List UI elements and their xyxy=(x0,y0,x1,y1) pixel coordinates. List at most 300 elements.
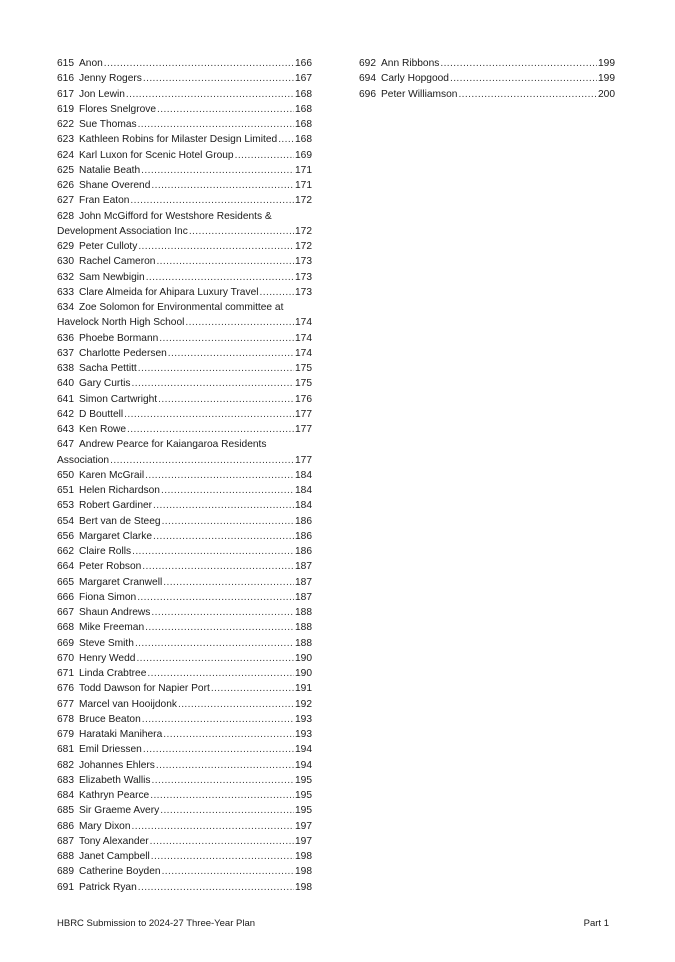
dot-leader xyxy=(152,773,294,788)
dot-leader xyxy=(458,87,597,102)
entry-page-number: 194 xyxy=(295,759,312,771)
entry-name: Claire Rolls xyxy=(79,546,132,557)
entry-number: 630 xyxy=(57,256,74,268)
entry-page-number: 174 xyxy=(295,317,312,329)
dot-leader xyxy=(132,544,294,559)
toc-entry-first-line xyxy=(57,209,312,224)
entry-number: 668 xyxy=(57,622,74,634)
entry-name: Henry Wedd xyxy=(79,652,136,664)
toc-entry xyxy=(57,712,312,727)
entry-number: 667 xyxy=(57,607,74,618)
toc-entry xyxy=(57,331,312,346)
dot-leader xyxy=(178,697,294,712)
toc-entry xyxy=(57,193,312,208)
toc-entry-line xyxy=(57,758,312,773)
dot-leader xyxy=(157,102,294,117)
toc-entry-line xyxy=(57,697,312,712)
dot-leader xyxy=(440,56,597,71)
entry-page-number: 187 xyxy=(295,561,312,573)
entry-page-number: 174 xyxy=(295,332,312,344)
entry-number: 616 xyxy=(57,73,74,85)
toc-entry-line xyxy=(57,529,312,544)
entry-number: 622 xyxy=(57,119,74,130)
entry-number: 669 xyxy=(57,637,74,649)
entry-name: Catherine Boyden xyxy=(79,866,161,878)
entry-name: Sacha Pettitt xyxy=(79,363,137,374)
entry-page-number: 168 xyxy=(295,88,312,100)
dot-leader xyxy=(110,453,294,468)
toc-entry-line xyxy=(57,239,312,254)
entry-page-number: 173 xyxy=(295,256,312,268)
toc-entry xyxy=(57,514,312,529)
toc-entry-line xyxy=(57,163,312,178)
entry-name: Margaret Cranwell xyxy=(79,576,163,588)
entry-page-number: 194 xyxy=(295,744,312,756)
entry-page-number: 177 xyxy=(295,454,312,466)
entry-page-number: 198 xyxy=(295,851,312,862)
toc-entry xyxy=(57,270,312,285)
toc-entry-line xyxy=(57,727,312,742)
dot-leader xyxy=(143,742,294,757)
entry-number: 683 xyxy=(57,774,74,786)
dot-leader xyxy=(138,239,294,254)
entry-number: 678 xyxy=(57,713,74,725)
toc-entry-first-line xyxy=(57,300,312,315)
entry-page-number: 184 xyxy=(295,500,312,512)
entry-number: 662 xyxy=(57,546,74,557)
toc-entry xyxy=(359,87,615,102)
entry-number: 691 xyxy=(57,881,74,893)
toc-entry xyxy=(57,742,312,757)
entry-page-number: 168 xyxy=(295,103,312,115)
dot-leader xyxy=(156,254,294,269)
toc-entry-line xyxy=(57,819,312,834)
entry-page-number: 190 xyxy=(295,668,312,679)
entry-number: 696 xyxy=(359,88,376,100)
dot-leader xyxy=(135,636,294,651)
dot-leader xyxy=(153,498,294,513)
dot-leader xyxy=(151,849,294,864)
toc-entry xyxy=(57,148,312,163)
toc-entry-line xyxy=(57,651,312,666)
entry-page-number: 175 xyxy=(295,378,312,390)
toc-entry-line xyxy=(57,453,312,468)
entry-name: Todd Dawson for Napier Port xyxy=(79,683,210,695)
entry-name: Robert Gardiner xyxy=(79,500,153,512)
toc-entry xyxy=(57,880,312,895)
toc-entry xyxy=(57,636,312,651)
dot-leader xyxy=(132,819,294,834)
footer-part-label: Part 1 xyxy=(583,918,609,929)
dot-leader xyxy=(151,605,294,620)
entry-page-number: 197 xyxy=(295,835,312,847)
toc-entry-line xyxy=(57,376,312,391)
toc-entry-line xyxy=(57,270,312,285)
entry-name: Anon xyxy=(79,58,103,69)
footer-document-title: HBRC Submission to 2024-27 Three-Year Plan xyxy=(57,918,256,929)
dot-leader xyxy=(162,514,294,529)
entry-name-continued: Association xyxy=(57,454,110,466)
entry-name: Bruce Beaton xyxy=(79,713,141,725)
entry-number: 633 xyxy=(57,286,74,298)
entry-number: 682 xyxy=(57,759,74,771)
toc-entry xyxy=(57,819,312,834)
entry-number: 679 xyxy=(57,729,74,740)
entry-name: Tony Alexander xyxy=(79,835,149,847)
toc-entry-line xyxy=(359,56,615,71)
entry-page-number: 171 xyxy=(295,164,312,176)
dot-leader xyxy=(145,468,294,483)
entry-page-number: 184 xyxy=(295,485,312,496)
toc-entry xyxy=(57,666,312,681)
toc-entry-line xyxy=(57,117,312,132)
dot-leader xyxy=(142,559,294,574)
entry-page-number: 188 xyxy=(295,622,312,634)
entry-page-number: 195 xyxy=(295,805,312,817)
toc-entry xyxy=(57,544,312,559)
dot-leader xyxy=(132,376,294,391)
entry-name: Steve Smith xyxy=(79,637,134,649)
entry-name: Ken Rowe xyxy=(79,424,127,435)
entry-page-number: 198 xyxy=(295,881,312,893)
toc-entry xyxy=(57,758,312,773)
entry-name: Mike Freeman xyxy=(79,622,145,634)
entry-page-number: 171 xyxy=(295,180,312,191)
entry-number: 623 xyxy=(57,134,74,146)
entry-name: Natalie Beath xyxy=(79,164,141,176)
dot-leader xyxy=(161,483,294,498)
dot-leader xyxy=(450,71,597,86)
entry-number: 624 xyxy=(57,149,74,161)
entry-number: 638 xyxy=(57,363,74,374)
toc-entry-line xyxy=(57,285,312,300)
entry-name: Margaret Clarke xyxy=(79,530,153,542)
entry-page-number: 168 xyxy=(295,134,312,146)
entry-number: 665 xyxy=(57,576,74,588)
entry-page-number: 187 xyxy=(295,591,312,603)
entry-number: 677 xyxy=(57,698,74,710)
entry-page-number: 187 xyxy=(295,576,312,588)
entry-number: 676 xyxy=(57,683,74,695)
toc-entry xyxy=(57,651,312,666)
toc-entry xyxy=(57,834,312,849)
toc-entry-line xyxy=(57,666,312,681)
entry-name: Ann Ribbons xyxy=(381,58,440,69)
dot-leader xyxy=(160,803,294,818)
entry-name: Flores Snelgrove xyxy=(79,103,157,115)
dot-leader xyxy=(104,56,294,71)
toc-entry xyxy=(57,163,312,178)
entry-page-number: 173 xyxy=(295,271,312,283)
entry-name: Sue Thomas xyxy=(79,119,137,130)
entry-page-number: 176 xyxy=(295,393,312,405)
toc-entry xyxy=(57,392,312,407)
entry-name: Jenny Rogers xyxy=(79,73,142,85)
toc-entry xyxy=(57,529,312,544)
entry-name: Kathryn Pearce xyxy=(79,790,150,801)
dot-leader xyxy=(278,132,294,147)
toc-entry xyxy=(57,864,312,879)
entry-page-number: 177 xyxy=(295,408,312,420)
entry-name: Bert van de Steeg xyxy=(79,515,161,527)
toc-entry xyxy=(57,56,312,71)
toc-entry xyxy=(57,727,312,742)
toc-entry-line xyxy=(57,575,312,590)
entry-number: 664 xyxy=(57,561,74,573)
dot-leader xyxy=(138,880,294,895)
dot-leader xyxy=(235,148,294,163)
entry-name: Elizabeth Wallis xyxy=(79,774,151,786)
entry-name: Marcel van Hooijdonk xyxy=(79,698,177,710)
entry-number: 685 xyxy=(57,805,74,817)
dot-leader xyxy=(147,666,294,681)
entry-number: 647 xyxy=(57,439,74,451)
entry-number: 643 xyxy=(57,424,74,435)
dot-leader xyxy=(127,422,294,437)
toc-entry-line xyxy=(57,620,312,635)
entry-name: Clare Almeida for Ahipara Luxury Travel xyxy=(79,286,259,298)
toc-entry xyxy=(57,254,312,269)
entry-number: 689 xyxy=(57,866,74,878)
dot-leader xyxy=(159,331,294,346)
entry-page-number: 166 xyxy=(295,58,312,69)
toc-entry-line xyxy=(57,803,312,818)
dot-leader xyxy=(137,590,294,605)
toc-entry xyxy=(57,71,312,86)
toc-entry xyxy=(57,483,312,498)
toc-entry-line xyxy=(57,544,312,559)
entry-number: 688 xyxy=(57,851,74,862)
entry-name: Peter Culloty xyxy=(79,241,138,252)
toc-entry-line xyxy=(57,315,312,330)
entry-name: Andrew Pearce for Kaiangaroa Residents xyxy=(79,439,267,451)
entry-page-number: 199 xyxy=(598,73,615,85)
toc-entry-line xyxy=(57,361,312,376)
entry-page-number: 173 xyxy=(295,286,312,298)
entry-name: Sir Graeme Avery xyxy=(79,805,160,817)
toc-entry xyxy=(57,559,312,574)
entry-name: Patrick Ryan xyxy=(79,881,137,893)
entry-number: 681 xyxy=(57,744,74,756)
toc-entry-line xyxy=(57,742,312,757)
toc-entry xyxy=(57,849,312,864)
toc-entry xyxy=(57,590,312,605)
entry-page-number: 195 xyxy=(295,790,312,801)
dot-leader xyxy=(130,193,294,208)
toc-entry xyxy=(57,422,312,437)
toc-entry xyxy=(57,773,312,788)
toc-entry xyxy=(57,178,312,193)
toc-entry-line xyxy=(57,636,312,651)
entry-page-number: 197 xyxy=(295,820,312,832)
entry-number: 629 xyxy=(57,241,74,252)
entry-name: Helen Richardson xyxy=(79,485,160,496)
toc-entry-line xyxy=(57,407,312,422)
entry-page-number: 186 xyxy=(295,546,312,557)
dot-leader xyxy=(124,407,294,422)
toc-entry xyxy=(57,788,312,803)
entry-name: Kathleen Robins for Milaster Design Limited xyxy=(79,134,278,146)
entry-name-continued: Development Association Inc xyxy=(57,225,188,237)
entry-page-number: 168 xyxy=(295,119,312,130)
entry-page-number: 188 xyxy=(295,607,312,618)
toc-entry xyxy=(57,87,312,102)
entry-number: 686 xyxy=(57,820,74,832)
toc-entry-line xyxy=(57,788,312,803)
toc-entry xyxy=(57,132,312,147)
toc-entry-line xyxy=(57,331,312,346)
entry-number: 653 xyxy=(57,500,74,512)
toc-entry xyxy=(57,376,312,391)
dot-leader xyxy=(211,681,294,696)
entry-number: 615 xyxy=(57,58,74,69)
entry-page-number: 172 xyxy=(295,225,312,237)
entry-name: Carly Hopgood xyxy=(381,73,449,85)
entry-name: Rachel Cameron xyxy=(79,256,156,268)
toc-entry-line xyxy=(57,468,312,483)
entry-number: 666 xyxy=(57,591,74,603)
toc-entry xyxy=(57,102,312,117)
dot-leader xyxy=(150,788,294,803)
entry-page-number: 193 xyxy=(295,729,312,740)
entry-number: 627 xyxy=(57,195,74,207)
entry-page-number: 188 xyxy=(295,637,312,649)
entry-name: Emil Driessen xyxy=(79,744,142,756)
toc-entry-line xyxy=(57,514,312,529)
entry-number: 642 xyxy=(57,408,74,420)
dot-leader xyxy=(150,834,294,849)
toc-entry-line xyxy=(57,849,312,864)
toc-entry-line xyxy=(57,498,312,513)
entry-number: 684 xyxy=(57,790,74,801)
entry-number: 670 xyxy=(57,652,74,664)
dot-leader xyxy=(185,315,294,330)
dot-leader xyxy=(156,758,294,773)
dot-leader xyxy=(143,71,294,86)
toc-entry-line xyxy=(57,880,312,895)
entry-number: 637 xyxy=(57,347,74,359)
dot-leader xyxy=(146,270,294,285)
toc-entry xyxy=(57,498,312,513)
dot-leader xyxy=(145,620,294,635)
toc-entry-line xyxy=(57,773,312,788)
toc-entry xyxy=(359,71,615,86)
toc-entry-line xyxy=(359,71,615,86)
entry-number: 632 xyxy=(57,271,74,283)
dot-leader xyxy=(163,727,294,742)
toc-entry-line xyxy=(57,178,312,193)
entry-number: 626 xyxy=(57,180,74,191)
toc-entry-line xyxy=(57,148,312,163)
entry-page-number: 167 xyxy=(295,73,312,85)
toc-entry-line xyxy=(359,87,615,102)
toc-entry-line xyxy=(57,590,312,605)
dot-leader xyxy=(136,651,294,666)
entry-name: Harataki Manihera xyxy=(79,729,163,740)
toc-entry-line xyxy=(57,87,312,102)
dot-leader xyxy=(138,361,294,376)
entry-number: 687 xyxy=(57,835,74,847)
entry-page-number: 192 xyxy=(295,698,312,710)
entry-page-number: 172 xyxy=(295,195,312,207)
entry-page-number: 200 xyxy=(598,88,615,100)
dot-leader xyxy=(151,178,294,193)
entry-number: 640 xyxy=(57,378,74,390)
entry-number: 671 xyxy=(57,668,74,679)
entry-page-number: 169 xyxy=(295,149,312,161)
dot-leader xyxy=(158,392,294,407)
entry-page-number: 172 xyxy=(295,241,312,252)
toc-entry-line xyxy=(57,834,312,849)
toc-entry-line xyxy=(57,605,312,620)
entry-number: 628 xyxy=(57,210,74,222)
entry-name: John McGifford for Westshore Residents & xyxy=(79,210,272,222)
entry-name: Linda Crabtree xyxy=(79,668,147,679)
entry-name-continued: Havelock North High School xyxy=(57,317,185,329)
entry-number: 625 xyxy=(57,164,74,176)
entry-number: 617 xyxy=(57,88,74,100)
entry-number: 651 xyxy=(57,485,74,496)
toc-entry xyxy=(57,239,312,254)
toc-entry xyxy=(57,285,312,300)
entry-name: Jon Lewin xyxy=(79,88,125,100)
toc-entry xyxy=(57,361,312,376)
toc-entry xyxy=(57,803,312,818)
toc-entry-line xyxy=(57,71,312,86)
toc-entry-line xyxy=(57,346,312,361)
toc-entry xyxy=(57,437,312,468)
toc-right-column xyxy=(359,56,615,102)
entry-name: Mary Dixon xyxy=(79,820,131,832)
entry-name: Fiona Simon xyxy=(79,591,137,603)
entry-page-number: 186 xyxy=(295,515,312,527)
toc-left-column xyxy=(57,56,312,895)
entry-name: Sam Newbigin xyxy=(79,271,145,283)
entry-page-number: 174 xyxy=(295,347,312,359)
toc-entry xyxy=(57,575,312,590)
dot-leader xyxy=(153,529,294,544)
entry-page-number: 193 xyxy=(295,713,312,725)
entry-page-number: 198 xyxy=(295,866,312,878)
entry-name: D Bouttell xyxy=(79,408,124,420)
toc-entry xyxy=(359,56,615,71)
entry-page-number: 199 xyxy=(598,58,615,69)
dot-leader xyxy=(138,117,294,132)
entry-number: 636 xyxy=(57,332,74,344)
toc-entry-line xyxy=(57,56,312,71)
entry-page-number: 191 xyxy=(295,683,312,695)
toc-entry xyxy=(57,209,312,240)
entry-page-number: 186 xyxy=(295,530,312,542)
toc-entry-line xyxy=(57,422,312,437)
entry-name: Gary Curtis xyxy=(79,378,131,390)
toc-entry xyxy=(57,620,312,635)
toc-entry xyxy=(57,681,312,696)
entry-name: Fran Eaton xyxy=(79,195,130,207)
toc-entry-line xyxy=(57,712,312,727)
entry-number: 619 xyxy=(57,103,74,115)
entry-name: Janet Campbell xyxy=(79,851,150,862)
dot-leader xyxy=(142,712,294,727)
entry-page-number: 177 xyxy=(295,424,312,435)
dot-leader xyxy=(260,285,295,300)
dot-leader xyxy=(162,864,294,879)
entry-name: Peter Robson xyxy=(79,561,142,573)
toc-entry xyxy=(57,117,312,132)
dot-leader xyxy=(168,346,294,361)
toc-entry xyxy=(57,605,312,620)
dot-leader xyxy=(189,224,294,239)
